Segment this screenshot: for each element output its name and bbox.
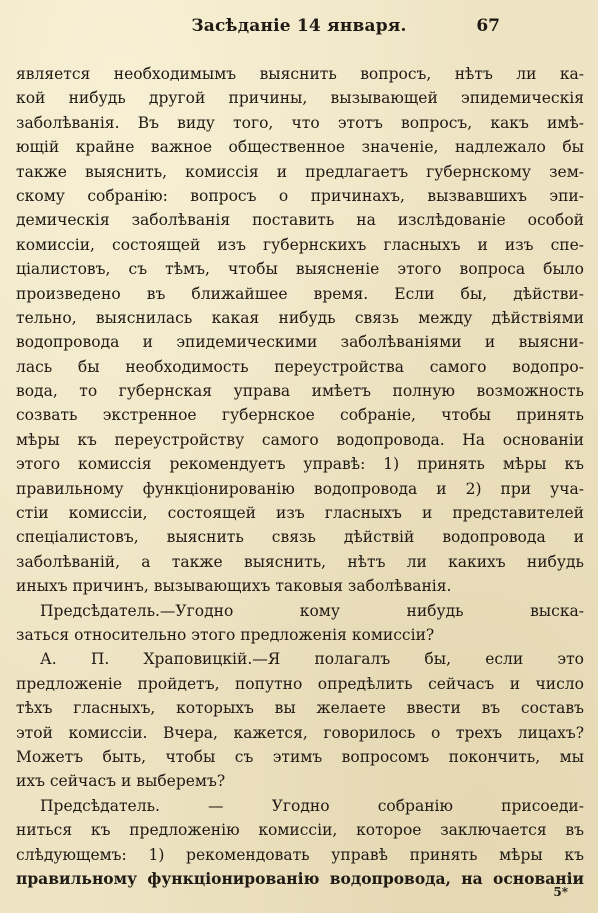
text-line: спеціалистовъ, выяснить связь дѣйствій водопровода и <box>16 528 584 547</box>
text-line: заболѣванія. Въ виду того, что этотъ вопросъ, какъ имѣ- <box>16 113 584 132</box>
text-line: слѣдующемъ: 1) рекомендовать управѣ принять мѣры къ <box>16 845 584 864</box>
text-line: тельно, выяснилась какая нибудь связь между дѣйствіями <box>16 308 584 327</box>
text-line: заболѣваній, а также выяснить, нѣтъ ли какихъ нибудь <box>16 552 584 571</box>
text-line: правильному функціонированію водопровода и 2) при уча- <box>16 479 584 498</box>
text-line: мѣры къ переустройству самого водопровода. На основаніи <box>16 430 584 449</box>
text-line: скому собранію: вопросъ о причинахъ, вызвавшихъ эпи- <box>16 186 584 205</box>
text-line: предложеніе пройдетъ, попутно опредѣлить сейчасъ и число <box>16 674 584 693</box>
text-line: демическія заболѣванія поставить на изслѣдованіе особой <box>16 211 584 230</box>
text-line: водопровода и эпидемическими заболѣваніями и выясни- <box>16 333 584 352</box>
body-text <box>16 62 584 891</box>
text-line: ниться къ предложенію комиссіи, которое заключается въ <box>16 821 584 840</box>
page-number: 67 <box>476 16 500 36</box>
text-line: также выяснить, комиссія и предлагаетъ губернскому зем- <box>16 162 584 181</box>
text-line: Предсѣдатель. — Угодно собранію присоеди- <box>40 796 584 815</box>
text-line: вода, то губернская управа имѣетъ полную возможность <box>16 382 584 401</box>
text-line: созвать экстренное губернское собраніе, чтобы принять <box>16 406 584 425</box>
text-line: ціалистовъ, съ тѣмъ, чтобы выясненіе этого вопроса было <box>16 260 584 279</box>
text-line: произведено въ ближайшее время. Если бы, дѣйстви- <box>16 284 584 303</box>
text-line: комиссіи, состоящей изъ губернскихъ гласныхъ и изъ спе- <box>16 235 584 254</box>
text-line: А. П. Храповицкій.—Я полагалъ бы, если это <box>40 650 584 669</box>
text-line: Можетъ быть, чтобы съ этимъ вопросомъ покончить, мы <box>16 747 584 766</box>
text-line: правильному функціонированію водопровода, на основаніи <box>16 868 584 888</box>
printer-signature: 5* <box>553 885 568 899</box>
text-line: является необходимымъ выяснить вопросъ, нѣтъ ли ка- <box>16 65 584 83</box>
text-line: ющій крайне важное общественное значеніе, надлежало бы <box>16 138 584 157</box>
text-line: иныхъ причинъ, вызывающихъ таковыя заболѣванія. <box>16 577 452 596</box>
text-line: стіи комиссіи, состоящей изъ гласныхъ и представителей <box>16 504 584 523</box>
text-line: тѣхъ гласныхъ, которыхъ вы желаете ввести въ составъ <box>16 699 584 718</box>
text-line: заться относительно этого предложенія комиссіи? <box>16 625 435 644</box>
text-line: лась бы необходимость переустройства самого водопро- <box>16 357 584 376</box>
running-title: Засѣданіе 14 января. <box>191 16 407 36</box>
text-line: этого комиссія рекомендуетъ управѣ: 1) принять мѣры къ <box>16 455 584 474</box>
page-header <box>18 16 580 40</box>
text-line: кой нибудь другой причины, вызывающей эпидемическія <box>16 89 584 108</box>
text-line: Предсѣдатель.—Угодно кому нибудь выска- <box>40 601 584 620</box>
text-line: ихъ сейчасъ и выберемъ? <box>16 772 226 791</box>
text-line: этой комиссіи. Вчера, кажется, говорилось о трехъ лицахъ? <box>16 723 584 742</box>
